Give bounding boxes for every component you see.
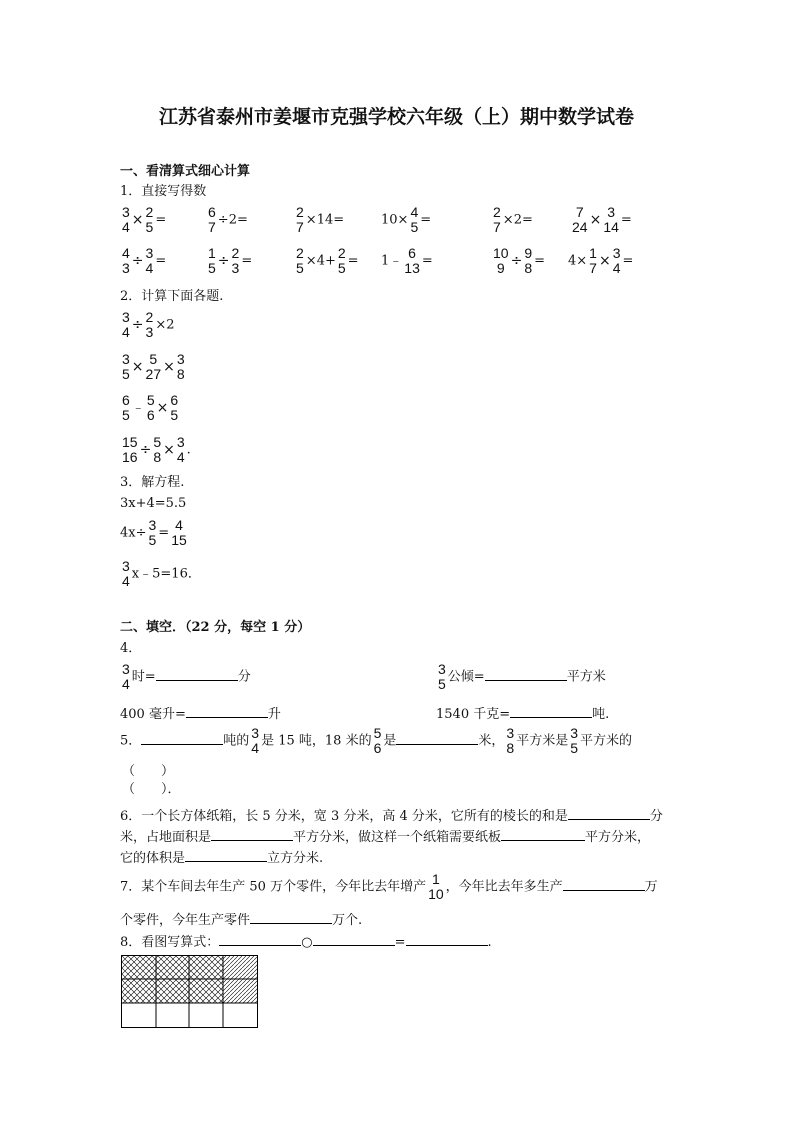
q1-item: 4 3 ÷ 3 4 =: [122, 245, 167, 276]
answer-blank[interactable]: [141, 732, 223, 745]
q1-item: 10× 4 5 =: [381, 204, 432, 235]
q4-item: 1540 千克= 吨.: [436, 707, 610, 722]
answer-blank[interactable]: [219, 933, 301, 946]
q1-item: 4× 1 7 × 3 4 =: [568, 245, 634, 276]
q1-item: 10 9 ÷ 9 8 =: [493, 245, 546, 276]
answer-blank[interactable]: [485, 668, 567, 681]
q4-item: 3 4 时= 分: [122, 661, 251, 692]
answer-blank[interactable]: [250, 911, 332, 924]
answer-blank[interactable]: [156, 668, 238, 681]
answer-blank[interactable]: [510, 705, 592, 718]
equation-2: 4x÷ 3 5 = 4 15: [120, 517, 187, 548]
fraction-grid-figure: [121, 955, 258, 1028]
q2-label: 2．计算下面各题.: [120, 289, 224, 304]
q6-line: 6．一个长方体纸箱，长 5 分米，宽 3 分米，高 4 分米，它所有的棱长的和是 分: [120, 809, 663, 824]
q1-label: 1．直接写得数: [120, 184, 207, 199]
q2-item: 3 5 × 5 27 × 3 8: [122, 351, 185, 382]
q7-line: 7．某个车间去年生产 50 万个零件，今年比去年增产 1 10 ，今年比去年多生产 万: [120, 871, 658, 902]
equation-3-suffix: x﹣5=16．: [131, 566, 201, 582]
answer-blank[interactable]: [568, 807, 650, 820]
q1-item: 6 7 ÷2=: [208, 204, 248, 235]
section1-heading: 一、看清算式细心计算: [120, 164, 251, 179]
q4-label: 4．: [120, 641, 142, 656]
page-title: 江苏省泰州市姜堰市克强学校六年级（上）期中数学试卷: [158, 106, 634, 128]
equation-3: 3 4 x﹣5=16．: [122, 558, 201, 589]
q2-item: 6 5 ﹣ 5 6 × 6 5: [122, 392, 179, 423]
answer-blank[interactable]: [313, 933, 395, 946]
q2-item: 3 4 ÷ 2 3 ×2: [122, 309, 175, 340]
q7-line: 个零件，今年生产零件 万个.: [120, 913, 363, 928]
answer-blank[interactable]: [501, 828, 585, 841]
q1-item: 1﹣ 6 13 =: [381, 245, 433, 276]
q1-item: 2 7 ×2=: [493, 204, 533, 235]
answer-blank[interactable]: [186, 705, 268, 718]
answer-blank[interactable]: [406, 933, 488, 946]
q1-item: 1 5 ÷ 2 3 =: [208, 245, 253, 276]
answer-blank[interactable]: [396, 732, 478, 745]
answer-blank[interactable]: [563, 878, 645, 891]
equation-1: 3x+4=5.5: [120, 496, 187, 511]
q2-item: 15 16 ÷ 5 8 × 3 4 .: [122, 434, 191, 465]
section2-heading: 二、填空．（22 分，每空 1 分）: [120, 620, 311, 635]
q6-line: 它的体积是 立方分米.: [120, 851, 324, 866]
q3-label: 3．解方程.: [120, 475, 185, 490]
q4-item: 3 5 公倾= 平方米: [438, 661, 606, 692]
q5-line: 5． 吨的 3 4 是 15 吨，18 米的 5 6 是 米， 3 8 平方米是 3 5 平方米的: [120, 725, 633, 756]
q1-item: 2 7 ×14=: [296, 204, 345, 235]
answer-paren[interactable]: （ ）: [122, 764, 175, 779]
answer-blank[interactable]: [211, 828, 293, 841]
q8-line: 8．看图写算式： ○ = .: [120, 935, 492, 950]
equation-2-prefix: 4x÷: [120, 525, 147, 541]
q1-item: 2 5 ×4+ 2 5 =: [296, 245, 359, 276]
answer-blank[interactable]: [185, 849, 267, 862]
q1-item: 7 24 × 3 14 =: [572, 204, 632, 235]
answer-paren[interactable]: （ ）．: [122, 782, 181, 797]
q4-item: 400 毫升= 升: [120, 707, 281, 722]
q1-item: 3 4 × 2 5 =: [122, 204, 167, 235]
q6-line: 米，占地面积是 平方分米，做这样一个纸箱需要纸板 平方分米，: [120, 830, 651, 845]
